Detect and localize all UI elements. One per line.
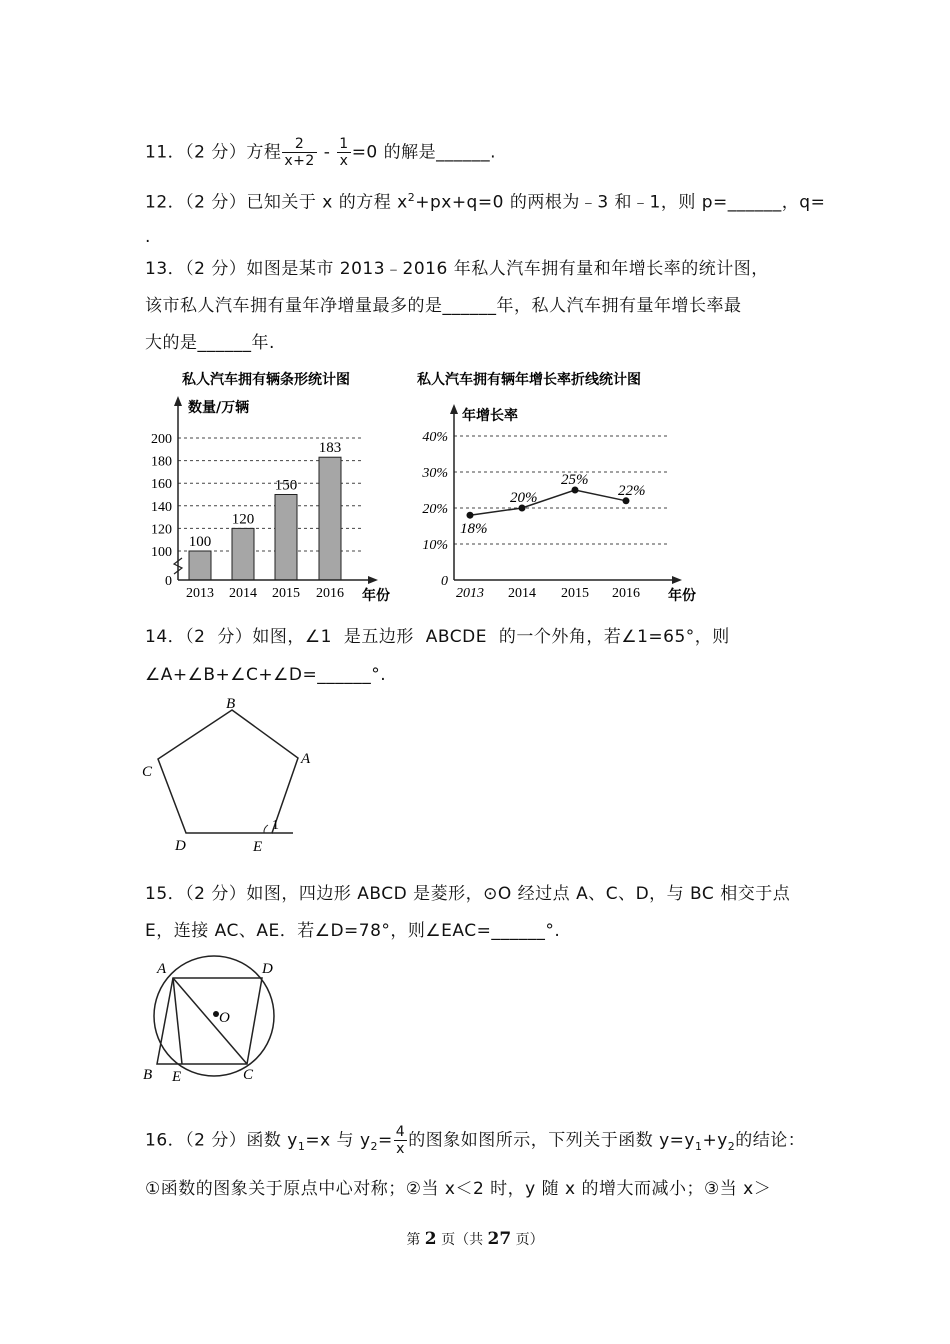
line-chart-marks (456, 472, 646, 601)
bar-y-tick-label: 120 (151, 522, 172, 538)
bar-chart-title: 私人汽车拥有辆条形统计图 (182, 372, 350, 388)
question-12-line-2: . (145, 227, 151, 247)
label-A: A (157, 961, 167, 977)
footer-pre: 第 (406, 1232, 421, 1248)
page-footer (0, 1229, 950, 1249)
q11-text: 方程 (246, 142, 282, 163)
label-O: O (219, 1010, 230, 1026)
segment-AE (173, 978, 182, 1064)
q15-line-1: 如图，四边形 ABCD 是菱形，⊙O 经过点 A、C、D，与 BC 相交于点 (246, 884, 791, 904)
line-y-tick-label: 20% (422, 502, 448, 517)
bar-x-tick-label: 2016 (316, 586, 344, 601)
q11-frac2-num: 1 (339, 136, 349, 152)
bar-data-label: 183 (318, 440, 342, 457)
footer-total-pages: 27 (487, 1229, 512, 1249)
bar-y-tick-label: 180 (151, 454, 172, 470)
label-B: B (226, 696, 236, 712)
q12-text-a: 已知关于 x 的方程 x (246, 192, 408, 213)
footer-post: 页） (515, 1232, 544, 1248)
axis-break-icon (174, 558, 182, 574)
line-chart-xlabel: 年份 (668, 588, 696, 604)
line-y-tick-label: 30% (422, 466, 448, 481)
question-13 (145, 258, 769, 280)
q11-frac1-num: 2 (282, 136, 316, 153)
line-x-tick-label: 2014 (508, 586, 536, 601)
label-E: E (172, 1069, 182, 1085)
question-13-line-2: 该市私人汽车拥有量年净增量最多的是______年，私人汽车拥有量年增长率最 (145, 296, 742, 316)
label-C: C (142, 764, 153, 780)
bar-chart (150, 364, 410, 604)
line-data-label: 22% (618, 482, 646, 499)
q16-frac-num: 4 (395, 1124, 406, 1140)
line-data-label: 18% (460, 521, 488, 538)
q12-superscript: 2 (407, 191, 416, 204)
bar-2014 (232, 528, 254, 580)
label-A: A (301, 751, 311, 767)
bar-y-tick-label: 200 (151, 432, 172, 447)
line-chart-y-arrow (450, 404, 458, 414)
q11-answer-text: =0 的解是______. (351, 142, 497, 163)
segment-AC (173, 978, 247, 1064)
bar-2013 (189, 551, 211, 580)
question-15-line-2: E，连接 AC、AE．若∠D=78°，则∠EAC=______°. (145, 921, 561, 941)
label-B: B (143, 1067, 153, 1083)
question-15 (145, 883, 790, 905)
q14-line-1: 如图，∠1 是五边形 ABCDE 的一个外角，若∠1=65°，则 (252, 627, 730, 647)
line-y-tick-label: 10% (422, 538, 448, 553)
bar-x-tick-label: 2015 (272, 586, 300, 601)
bar-chart-marks (186, 440, 344, 601)
q11-frac1-den: x+2 (284, 153, 315, 169)
question-14 (145, 626, 730, 648)
label-C: C (243, 1067, 254, 1083)
line-chart-ylabel: 年增长率 (462, 408, 518, 424)
line-data-label: 25% (561, 472, 589, 488)
q16-text-c: = (378, 1130, 393, 1151)
q12-text-b: +px+q=0 的两根为﹣3 和﹣1，则 p=______，q= (415, 192, 826, 213)
q16-number: 16． (145, 1130, 186, 1151)
q16-sub-1: 1 (297, 1139, 306, 1153)
q16-text-a: 函数 y (246, 1130, 298, 1151)
bar-x-tick-label: 2014 (229, 586, 257, 601)
q16-text-b: =x 与 y (305, 1130, 371, 1151)
q13-score: （2 分） (185, 259, 247, 279)
label-D: D (175, 838, 186, 854)
line-series (470, 490, 626, 515)
line-x-tick-label: 2016 (612, 586, 640, 601)
q16-text-d: 的图象如图所示，下列关于函数 y=y (408, 1130, 695, 1151)
bar-chart-ylabel: 数量/万辆 (188, 400, 250, 416)
question-12 (145, 187, 825, 214)
bar-y-tick-label: 0 (165, 574, 172, 589)
q11-fraction-2 (337, 136, 350, 169)
bar-chart-xlabel: 年份 (362, 588, 390, 604)
pentagon-shape (158, 710, 298, 833)
line-chart (412, 364, 712, 604)
bar-chart-x-arrow (368, 576, 378, 584)
pentagon-figure (135, 692, 325, 862)
angle-1-arc (264, 825, 268, 833)
line-data-label: 20% (510, 490, 538, 506)
q11-minus: - (317, 142, 337, 163)
footer-page-number: 2 (424, 1229, 437, 1249)
q12-number: 12． (145, 192, 186, 213)
question-13-line-3: 大的是______年. (145, 333, 275, 353)
q16-sub-2: 2 (370, 1139, 379, 1153)
q14-number: 14． (145, 627, 186, 647)
question-16 (145, 1124, 805, 1158)
line-chart-grid (421, 430, 670, 589)
label-D: D (262, 961, 273, 977)
line-x-tick-label: 2013 (456, 586, 484, 601)
bar-x-tick-label: 2013 (186, 586, 214, 601)
bar-data-label: 100 (188, 534, 212, 550)
question-14-line-2: ∠A+∠B+∠C+∠D=______°. (145, 665, 387, 685)
label-E: E (253, 839, 263, 855)
q11-fraction-1 (282, 136, 316, 169)
bar-2016 (319, 457, 341, 580)
label-angle-1: 1 (272, 818, 279, 833)
q16-score: （2 分） (185, 1130, 247, 1151)
bar-y-tick-label: 140 (151, 499, 172, 515)
line-y-tick-label: 0 (441, 574, 448, 589)
line-chart-x-arrow (672, 576, 682, 584)
line-y-tick-label: 40% (422, 430, 448, 445)
q16-sub-3: 1 (694, 1139, 703, 1153)
line-chart-title: 私人汽车拥有辆年增长率折线统计图 (417, 372, 641, 388)
q16-text-f: 的结论： (735, 1130, 806, 1151)
bar-y-tick-label: 100 (151, 545, 172, 560)
bar-2015 (275, 495, 297, 581)
q13-number: 13． (145, 259, 186, 279)
bar-y-tick-label: 160 (151, 477, 172, 493)
q15-number: 15． (145, 884, 186, 904)
q11-frac2-den: x (339, 153, 349, 169)
bar-data-label: 150 (274, 477, 298, 494)
q14-score: （2 分） (185, 627, 253, 647)
line-point-2013 (467, 512, 474, 519)
q16-sub-4: 2 (727, 1139, 736, 1153)
bar-chart-y-arrow (174, 396, 182, 406)
q16-text-e: +y (702, 1130, 728, 1151)
footer-mid: 页（共 (441, 1232, 484, 1248)
question-16-line-2: ①函数的图象关于原点中心对称；②当 x＜2 时，y 随 x 的增大而减小；③当 x＞ (145, 1179, 772, 1199)
q16-frac-den: x (396, 1141, 405, 1157)
bar-data-label: 120 (231, 511, 255, 528)
circle-rhombus-figure (135, 955, 295, 1085)
q11-number: 11． (145, 142, 186, 163)
q15-score: （2 分） (185, 884, 247, 904)
question-11 (145, 136, 496, 169)
q11-score: （2 分） (185, 142, 247, 163)
line-x-tick-label: 2015 (561, 586, 589, 601)
q16-fraction (394, 1124, 407, 1157)
q12-score: （2 分） (185, 192, 247, 213)
q13-line-1: 如图是某市 2013﹣2016 年私人汽车拥有量和年增长率的统计图， (246, 259, 769, 279)
